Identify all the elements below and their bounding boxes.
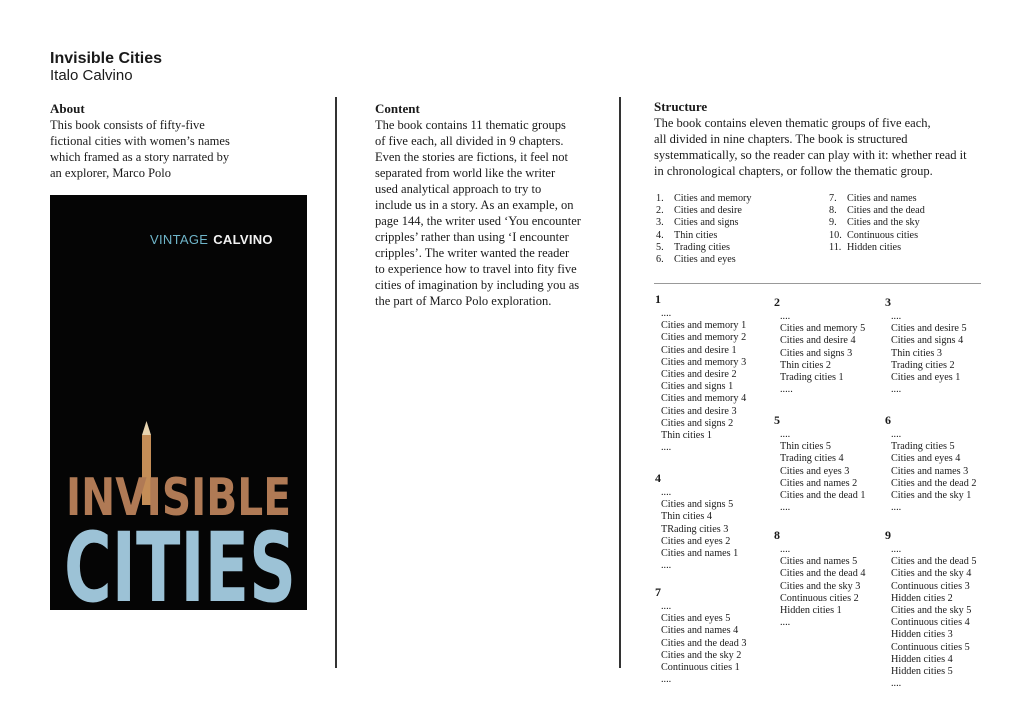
chapter-2 bbox=[774, 295, 866, 396]
chapter-city-entry: Thin cities 2 bbox=[780, 359, 831, 371]
toc-item bbox=[656, 217, 752, 229]
chapter-city-entry: .... bbox=[780, 429, 791, 440]
chapter-city-entry: Cities and the dead 4 bbox=[780, 568, 866, 580]
toc-item bbox=[656, 254, 752, 266]
chapter-city-entry: Cities and the sky 3 bbox=[780, 580, 861, 592]
chapter-city-entry: Cities and the sky 4 bbox=[891, 568, 972, 580]
chapter-7 bbox=[655, 585, 747, 686]
chapter-city-entry: Hidden cities 4 bbox=[891, 653, 953, 665]
cover-title-bottom: CITIES bbox=[64, 512, 296, 624]
toc-item bbox=[829, 217, 925, 229]
column-divider bbox=[335, 97, 337, 668]
toc-label: Hidden cities bbox=[847, 241, 902, 253]
chapter-city-entry: Hidden cities 5 bbox=[891, 666, 953, 678]
chapter-city-entry: Cities and eyes 5 bbox=[661, 613, 731, 625]
chapter-city-entry: .... bbox=[661, 487, 672, 498]
cover-brand-vintage: VINTAGE bbox=[150, 232, 209, 247]
chapter-city-entry: Cities and the dead 5 bbox=[891, 556, 977, 568]
toc-number: 9. bbox=[829, 217, 837, 229]
chapter-city-entry: .... bbox=[661, 674, 672, 686]
toc-item bbox=[656, 193, 752, 205]
toc-number: 5. bbox=[656, 241, 664, 253]
chapter-city-entry: Cities and signs 4 bbox=[891, 335, 964, 347]
chapter-city-entry: Trading cities 1 bbox=[780, 372, 844, 384]
chapter-city-entry: .... bbox=[780, 617, 791, 629]
structure-text bbox=[654, 115, 994, 179]
section-rule bbox=[654, 283, 981, 284]
chapter-city-entry: .... bbox=[891, 544, 902, 555]
content-line: Even the stories are fictions, it feel not bbox=[375, 150, 568, 164]
chapter-city-entry: .... bbox=[661, 308, 672, 319]
chapter-city-entry: Cities and names 3 bbox=[891, 465, 969, 477]
toc-item bbox=[829, 193, 925, 205]
chapter-6 bbox=[885, 413, 977, 514]
chapter-city-entry: Cities and desire 2 bbox=[661, 369, 737, 381]
structure-line: all divided in nine chapters. The book is structured bbox=[654, 132, 908, 146]
content-line: cripples’ rather than using ‘I encounter bbox=[375, 230, 569, 244]
about-heading: About bbox=[50, 101, 85, 116]
chapter-city-entry: Cities and desire 5 bbox=[891, 323, 967, 335]
cover-pencil-tip bbox=[142, 421, 151, 435]
chapter-city-entry: Cities and desire 1 bbox=[661, 344, 737, 356]
toc-number: 1. bbox=[656, 193, 664, 204]
chapter-city-entry: Trading cities 5 bbox=[891, 441, 955, 453]
chapter-number: 9 bbox=[885, 528, 891, 542]
about-line: fictional cities with women’s names bbox=[50, 134, 230, 148]
content-section bbox=[375, 101, 607, 309]
thematic-list-left bbox=[656, 193, 752, 266]
cover-title-art bbox=[50, 195, 307, 624]
chapter-city-entry: .... bbox=[661, 442, 672, 454]
content-line: include us in a story. As an example, on bbox=[375, 198, 574, 212]
structure-line: The book contains eleven thematic groups of five each, bbox=[654, 116, 931, 130]
chapter-number: 2 bbox=[774, 295, 780, 309]
page-title: Invisible Cities bbox=[50, 50, 163, 67]
chapter-city-entry: .... bbox=[891, 429, 902, 440]
toc-label: Cities and the dead bbox=[847, 205, 925, 217]
structure-heading: Structure bbox=[654, 99, 708, 114]
chapter-city-entry: .... bbox=[891, 678, 902, 690]
toc-item bbox=[829, 242, 925, 254]
cover-title-top: INVISIBLE bbox=[66, 468, 291, 528]
chapter-city-entry: Continuous cities 2 bbox=[780, 592, 859, 604]
structure-section bbox=[654, 99, 994, 179]
toc-label: Continuous cities bbox=[847, 229, 919, 241]
chapter-city-entry: Cities and memory 2 bbox=[661, 332, 747, 344]
chapter-city-entry: Cities and eyes 2 bbox=[661, 535, 731, 547]
chapter-city-entry: Cities and the dead 2 bbox=[891, 477, 977, 489]
chapter-city-entry: TRading cities 3 bbox=[661, 523, 729, 535]
chapter-number: 6 bbox=[885, 413, 891, 427]
chapter-city-entry: Continuous cities 1 bbox=[661, 662, 740, 674]
chapter-city-entry: Cities and the sky 1 bbox=[891, 490, 972, 502]
chapter-city-entry: Cities and the sky 5 bbox=[891, 605, 972, 617]
chapter-city-entry: Cities and desire 4 bbox=[780, 335, 856, 347]
book-cover-image bbox=[50, 195, 307, 624]
content-line: separated from world like the writer bbox=[375, 166, 556, 180]
chapter-city-entry: Continuous cities 3 bbox=[891, 580, 970, 592]
content-line: the part of Marco Polo exploration. bbox=[375, 294, 552, 308]
chapter-city-entry: Trading cities 2 bbox=[891, 359, 955, 371]
chapter-number: 3 bbox=[885, 295, 891, 309]
chapter-city-entry: .... bbox=[891, 311, 902, 322]
chapter-city-entry: Cities and the sky 2 bbox=[661, 649, 742, 661]
chapter-city-entry: Thin cities 4 bbox=[661, 511, 712, 523]
chapter-city-entry: Trading cities 4 bbox=[780, 453, 844, 465]
chapter-city-entry: Cities and names 4 bbox=[661, 625, 739, 637]
toc-label: Cities and memory bbox=[674, 193, 752, 204]
author-name: Italo Calvino bbox=[50, 67, 133, 84]
about-text bbox=[50, 117, 295, 181]
chapter-city-entry: Thin cities 3 bbox=[891, 347, 942, 359]
toc-label: Cities and signs bbox=[674, 217, 739, 229]
toc-number: 8. bbox=[829, 205, 837, 217]
chapter-city-entry: .... bbox=[780, 502, 791, 514]
content-line: page 144, the writer used ‘You encounter bbox=[375, 214, 581, 228]
chapter-number: 1 bbox=[655, 292, 661, 306]
chapter-city-entry: Cities and eyes 3 bbox=[780, 465, 850, 477]
chapter-city-entry: Cities and names 1 bbox=[661, 548, 739, 560]
about-line: an explorer, Marco Polo bbox=[50, 166, 171, 180]
chapter-city-entry: Continuous cities 4 bbox=[891, 617, 970, 629]
chapter-8 bbox=[774, 528, 866, 629]
content-line: to experience how to travel into fity five bbox=[375, 262, 577, 276]
toc-label: Trading cities bbox=[674, 241, 730, 253]
about-section bbox=[50, 101, 295, 181]
chapter-city-entry: Cities and signs 3 bbox=[780, 347, 853, 359]
content-line: cripples’. The writer wanted the reader bbox=[375, 246, 570, 260]
chapter-city-entry: Cities and signs 2 bbox=[661, 417, 734, 429]
chapter-number: 8 bbox=[774, 528, 780, 542]
chapter-number: 5 bbox=[774, 413, 780, 427]
about-line: This book consists of fifty-five bbox=[50, 118, 205, 132]
toc-item bbox=[656, 205, 752, 217]
chapter-city-entry: Thin cities 5 bbox=[780, 441, 831, 453]
chapter-city-entry: Hidden cities 2 bbox=[891, 592, 953, 604]
toc-number: 2. bbox=[656, 205, 664, 217]
content-line: used analytical approach to try to bbox=[375, 182, 542, 196]
chapter-4 bbox=[655, 471, 739, 572]
chapter-city-entry: Cities and eyes 1 bbox=[891, 372, 961, 384]
cover-brand-calvino: CALVINO bbox=[213, 232, 273, 247]
toc-number: 6. bbox=[656, 254, 664, 266]
chapter-city-entry: ..... bbox=[780, 384, 793, 396]
chapter-city-entry: .... bbox=[780, 544, 791, 555]
content-line: cities of imagination by including you as bbox=[375, 278, 580, 292]
toc-item bbox=[656, 230, 752, 242]
chapter-city-entry: Cities and names 2 bbox=[780, 477, 858, 489]
chapter-city-entry: .... bbox=[891, 384, 902, 396]
chapter-city-entry: .... bbox=[780, 311, 791, 322]
toc-number: 3. bbox=[656, 217, 664, 229]
toc-number: 10. bbox=[829, 229, 842, 241]
content-text bbox=[375, 117, 607, 309]
structure-line: in chronological chapters, or follow the thematic group. bbox=[654, 164, 933, 178]
chapter-city-entry: Cities and signs 1 bbox=[661, 381, 734, 393]
chapter-city-entry: .... bbox=[661, 601, 672, 612]
chapter-city-entry: Cities and the dead 3 bbox=[661, 637, 747, 649]
toc-item bbox=[829, 230, 925, 242]
chapter-city-entry: Cities and signs 5 bbox=[661, 499, 734, 511]
content-line: The book contains 11 thematic groups bbox=[375, 118, 566, 132]
chapter-city-entry: Cities and names 5 bbox=[780, 556, 858, 568]
toc-item bbox=[829, 205, 925, 217]
content-line: of five each, all divided in 9 chapters. bbox=[375, 134, 564, 148]
chapter-city-entry: Cities and the dead 1 bbox=[780, 490, 866, 502]
chapter-3 bbox=[885, 295, 967, 396]
chapter-city-entry: Cities and memory 4 bbox=[661, 393, 747, 405]
structure-line: systemmatically, so the reader can play with it: whether read it bbox=[654, 148, 967, 162]
toc-number: 7. bbox=[829, 193, 837, 204]
chapter-1 bbox=[655, 292, 747, 454]
toc-label: Cities and the sky bbox=[847, 217, 920, 229]
chapter-city-entry: Cities and desire 3 bbox=[661, 405, 737, 417]
about-line: which framed as a story narrated by bbox=[50, 150, 230, 164]
chapter-city-entry: Cities and memory 5 bbox=[780, 323, 866, 335]
toc-label: Cities and desire bbox=[674, 205, 742, 217]
toc-label: Cities and eyes bbox=[674, 254, 736, 266]
chapter-city-entry: Cities and memory 3 bbox=[661, 356, 747, 368]
chapter-city-entry: Hidden cities 3 bbox=[891, 629, 953, 641]
toc-number: 11. bbox=[829, 241, 842, 253]
chapter-city-entry: Continuous cities 5 bbox=[891, 641, 970, 653]
toc-number: 4. bbox=[656, 229, 664, 241]
chapter-9 bbox=[885, 528, 977, 690]
chapter-city-entry: .... bbox=[891, 502, 902, 514]
chapter-city-entry: Cities and memory 1 bbox=[661, 320, 747, 332]
thematic-list-right bbox=[829, 193, 925, 254]
chapter-number: 7 bbox=[655, 585, 661, 599]
chapter-city-entry: Hidden cities 1 bbox=[780, 605, 842, 617]
chapter-5 bbox=[774, 413, 866, 514]
chapter-city-entry: Thin cities 1 bbox=[661, 430, 712, 442]
toc-label: Thin cities bbox=[674, 229, 718, 241]
chapter-number: 4 bbox=[655, 471, 661, 485]
column-divider bbox=[619, 97, 621, 668]
chapter-city-entry: .... bbox=[661, 560, 672, 572]
toc-label: Cities and names bbox=[847, 193, 917, 204]
chapter-city-entry: Cities and eyes 4 bbox=[891, 453, 961, 465]
content-heading: Content bbox=[375, 101, 420, 116]
toc-item bbox=[656, 242, 752, 254]
